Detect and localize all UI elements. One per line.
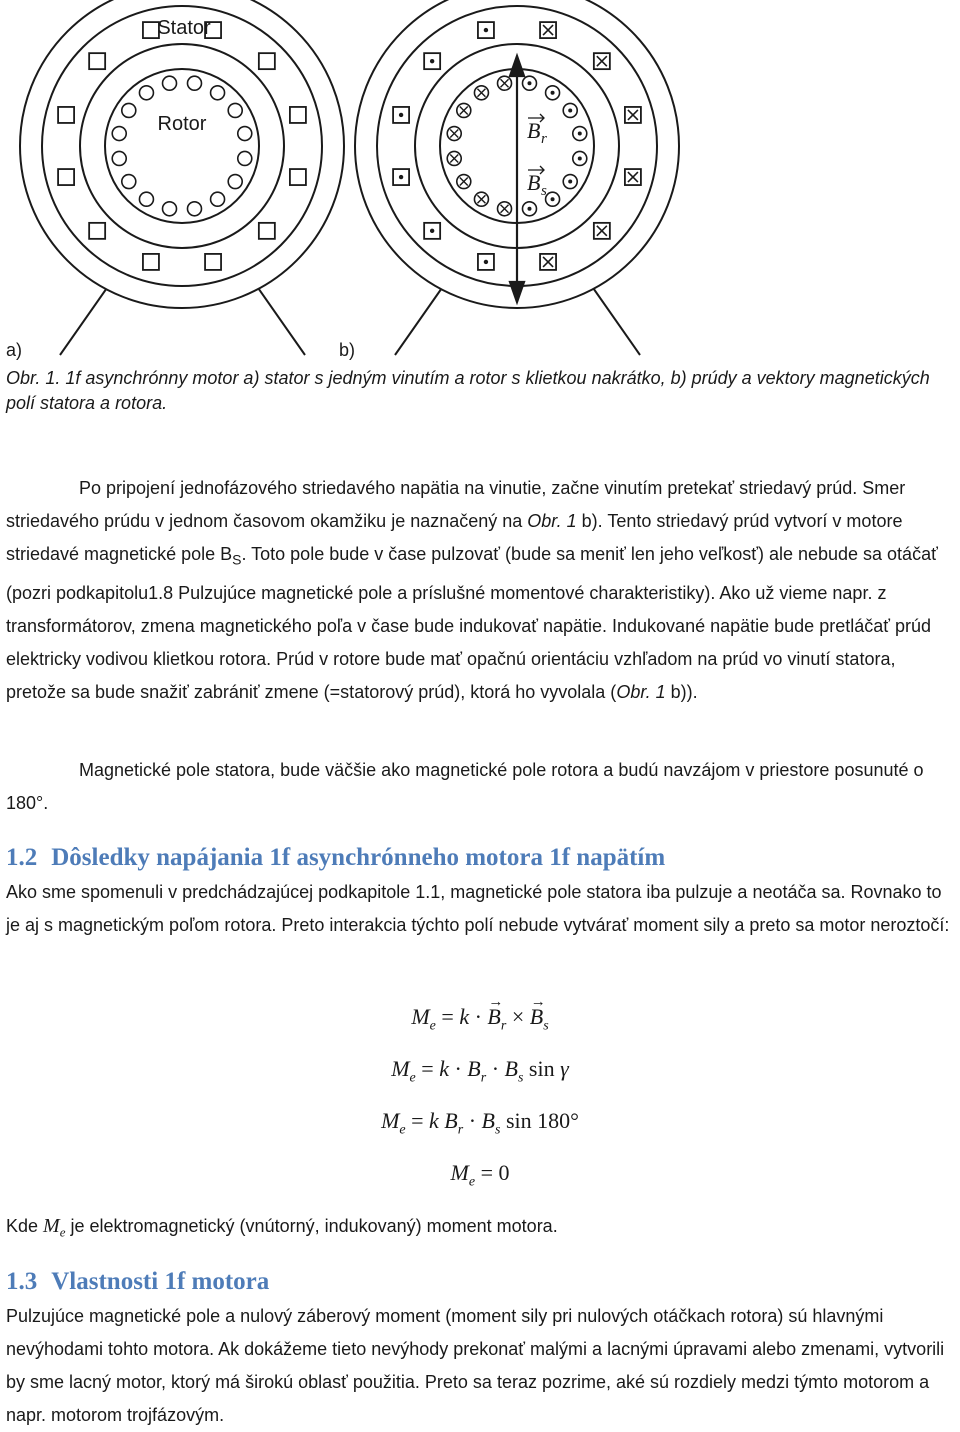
- stator-slot: [259, 53, 275, 69]
- rotor-bar: [546, 86, 560, 100]
- stator-slot: [594, 223, 610, 239]
- rotor-bar: [139, 86, 153, 100]
- stator-slot: [259, 223, 275, 239]
- rotor-bar: [498, 76, 512, 90]
- rotor-bar: [163, 76, 177, 90]
- rotor-bar: [122, 175, 136, 189]
- rotor-bar: [447, 127, 461, 141]
- rotor-bar: [238, 151, 252, 165]
- stator-slot: [58, 107, 74, 123]
- stator-slot: [625, 169, 641, 185]
- rotor-bar: [457, 175, 471, 189]
- svg-text:B: B: [527, 118, 541, 143]
- figure-ref: Obr. 1: [527, 511, 577, 531]
- rotor-bar: [228, 103, 242, 117]
- rotor-bar: [238, 127, 252, 141]
- section-heading-1-3: 1.3 Vlastnosti 1f motora: [6, 1268, 270, 1295]
- rotor-bar: [457, 103, 471, 117]
- stator-slot: [89, 53, 105, 69]
- equation-4: $M_e = 0$: [450, 1160, 510, 1190]
- rotor-bar: [122, 103, 136, 117]
- moment-note: Kde $M_e$ je elektromagnetický (vnútorný, indukovaný) moment motora.: [6, 1215, 558, 1240]
- stator-slot: [143, 254, 159, 270]
- section-1-2-text: Ako sme spomenuli v predchádzajúcej podkapitole 1.1, magnetické pole statora iba pulzuje a neotáča sa. Rovnako to je aj s magnetickým poľom rotora. Preto interakcia týchto polí nebude vytvárať moment sily a preto sa motor neroztočí:: [6, 882, 950, 935]
- rotor-bar: [447, 151, 461, 165]
- rotor-bar: [187, 76, 201, 90]
- rotor-bar: [498, 202, 512, 216]
- motor-a-diagram: [20, 0, 344, 355]
- stator-slot: [290, 169, 306, 185]
- stator-label: Stator: [157, 17, 211, 39]
- stator-slot: [424, 53, 440, 69]
- stator-slot: [540, 22, 556, 38]
- rotor-bar: [563, 175, 577, 189]
- section-1-3-text: Pulzujúce magnetické pole a nulový záberový moment (moment sily pri nulových otáčkach rotora) sú hlavnými nevýhodami tohto motora. Ak dokážeme tieto nevýhody prekonať malými a lacnými úpravami alebo zmenami, vytvorili by sme lacný motor, ktorý má širokú oblasť použitia. Preto sa teraz pozrime, aké sú rozdiely medzi týmto motorom a napr. motorom trojfázovým.: [6, 1306, 945, 1425]
- stator-slot: [424, 223, 440, 239]
- rotor-bar: [546, 192, 560, 206]
- motor-a-outer-frame: [20, 0, 344, 308]
- rotor-bar: [163, 202, 177, 216]
- stator-slot: [205, 254, 221, 270]
- label-a: a): [6, 340, 23, 360]
- stator-slot: [89, 223, 105, 239]
- section-heading-1-2: 1.2 Dôsledky napájania 1f asynchrónneho motora 1f napätím: [6, 844, 666, 871]
- paragraph-2: Magnetické pole statora, bude väčšie ako magnetické pole rotora a budú navzájom v priestore posunuté o 180°.: [6, 760, 924, 813]
- stator-slot: [290, 107, 306, 123]
- rotor-bar: [573, 151, 587, 165]
- rotor-bar: [474, 86, 488, 100]
- rotor-bar: [228, 175, 242, 189]
- motor-figure: [0, 0, 960, 370]
- stator-slot: [625, 107, 641, 123]
- figure-ref: Obr. 1: [616, 681, 666, 702]
- rotor-label: Rotor: [157, 113, 207, 135]
- rotor-bar: [139, 192, 153, 206]
- stator-slot: [540, 254, 556, 270]
- svg-text:r: r: [541, 131, 547, 147]
- rotor-bar: [474, 192, 488, 206]
- rotor-bar: [211, 86, 225, 100]
- rotor-bar: [522, 202, 536, 216]
- equation-3: $M_e = k$ $B_r \cdot B_s$ sin 180°: [381, 1108, 579, 1138]
- paragraph-1: Po pripojení jednofázového striedavého napätia na vinutie, začne vinutím pretekať striedavý prúd. Smer striedavého prúdu v jednom časovom okamžiku je naznačený na Obr. 1 b). Tento striedavý prúd vytvorí v motore striedavé magnetické pole $B_S$. Toto pole bude v čase pulzovať (bude sa meniť len jeho veľkosť) ale nebude sa otáčať (pozri podkapitolu1.8 Pulzujúce magnetické pole a príslušné momentové charakteristiky). Ako už vieme napr. z transformátorov, zmena magnetického poľa v čase bude indukovať napätie. Indukované napätie bude pretláčať prúd elektricky vodivou klietkou rotora. Prúd v rotore bude mať opačnú orientáciu vzhľadom na prúd vo vinutí statora, pretože sa bude snažiť zabrániť zmene (=statorový prúd), ktorá ho vyvolala (Obr. 1 b)).: [6, 478, 938, 702]
- stator-slot: [58, 169, 74, 185]
- equation-2: $M_e = k \cdot B_r \cdot B_s$ sin γ: [391, 1056, 569, 1086]
- svg-text:s: s: [541, 183, 547, 199]
- stator-slot: [594, 53, 610, 69]
- stator-slot: [478, 254, 494, 270]
- equation-1: $M_e = k$ · → $B_r$ × → $B_s$: [0, 1002, 960, 1041]
- stator-slot: [393, 107, 409, 123]
- rotor-bar: [522, 76, 536, 90]
- rotor-bar: [112, 151, 126, 165]
- stator-slot: [393, 169, 409, 185]
- rotor-bar: [563, 103, 577, 117]
- figure-caption: Obr. 1. 1f asynchrónny motor a) stator s jedným vinutím a rotor s klietkou nakrátko, b) prúdy a vektory magnetických polí statora a rotora.: [6, 368, 930, 413]
- rotor-bar: [112, 127, 126, 141]
- label-b: b): [339, 340, 356, 360]
- rotor-bar: [573, 127, 587, 141]
- rotor-bar: [211, 192, 225, 206]
- rotor-bar: [187, 202, 201, 216]
- svg-text:B: B: [527, 170, 541, 195]
- stator-slot: [478, 22, 494, 38]
